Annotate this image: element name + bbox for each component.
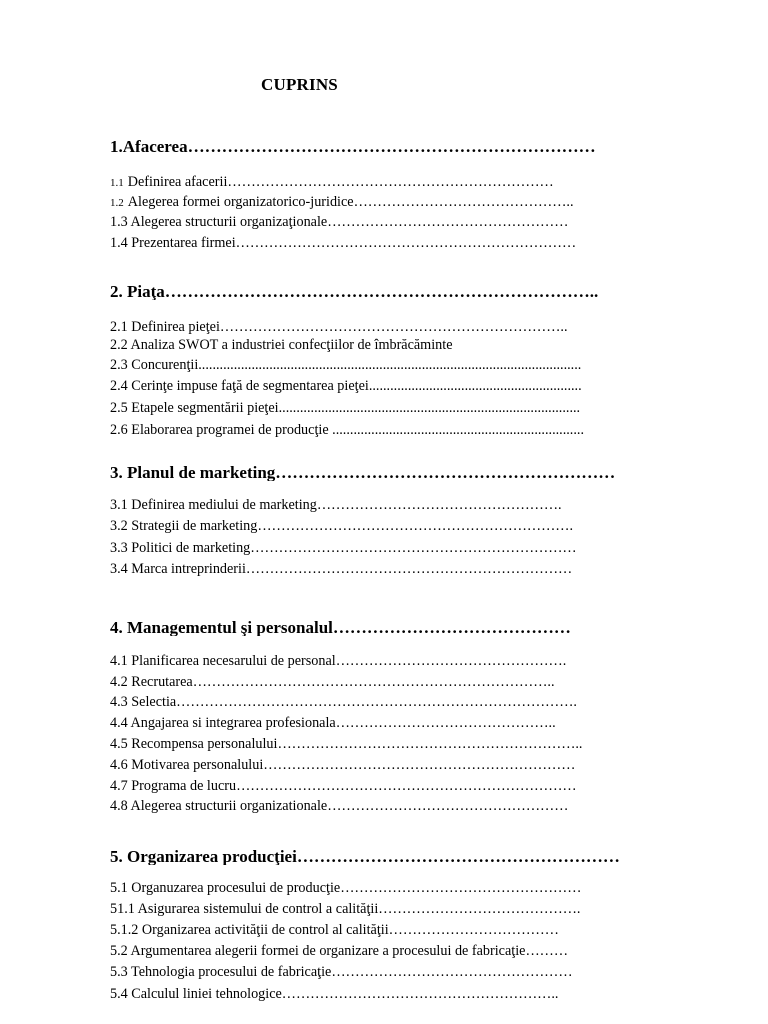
section-heading-2: 2. Piaţa…………………………………………………………………..	[110, 283, 599, 300]
toc-item: 3.2 Strategii de marketing………………………………………………………….	[110, 519, 574, 534]
toc-item: 1.3 Alegerea structurii organizaţionale……………………………………………	[110, 215, 569, 230]
toc-item: 5.1 Organuzarea procesului de producţie……………………………………………	[110, 881, 582, 896]
toc-item-text: Definirea afacerii……………………………………………………………	[127, 175, 554, 190]
toc-item-number: 1.2	[110, 197, 124, 209]
toc-item: 3.4 Marca intreprinderii……………………………………………………………	[110, 562, 573, 577]
toc-item: 2.3 Concurenţii............................................................................................................	[110, 358, 582, 373]
toc-item: 5.3 Tehnologia procesului de fabricaţie……………………………………………	[110, 965, 573, 980]
toc-item	[110, 175, 710, 189]
toc-item: 4.6 Motivarea personalului…………………………………………………………	[110, 758, 576, 773]
toc-item: 5.4 Calculul liniei tehnologice…………………………………………………..	[110, 987, 559, 1002]
toc-item	[110, 195, 710, 209]
toc-item: 4.4 Angajarea si integrarea profesionala………………………………………..	[110, 716, 556, 731]
toc-item: 2.5 Etapele segmentării pieţei.....................................................................................	[110, 401, 581, 416]
toc-item: 5.1.2 Organizarea activităţii de control al calităţii………………………………	[110, 923, 559, 938]
toc-item: 1.4 Prezentarea firmei………………………………………………………………	[110, 236, 577, 251]
section-heading-3: 3. Planul de marketing……………………………………………………	[110, 464, 616, 481]
toc-item: 4.3 Selectia………………………………………………………………………….	[110, 695, 577, 710]
toc-item: 4.7 Programa de lucru………………………………………………………………	[110, 779, 577, 794]
toc-item-number: 1.1	[110, 177, 124, 189]
section-heading-1: 1.Afacerea………………………………………………………………	[110, 138, 596, 155]
toc-item: 51.1 Asigurarea sistemului de control a calităţii…………………………………….	[110, 902, 581, 917]
toc-item: 4.2 Recrutarea…………………………………………………………………..	[110, 675, 555, 690]
toc-item: 4.1 Planificarea necesarului de personal………………………………………….	[110, 654, 567, 669]
toc-item: 2.6 Elaborarea programei de producţie .......................................................................	[110, 423, 584, 438]
toc-item: 4.8 Alegerea structurii organizationale……………………………………………	[110, 799, 569, 814]
section-heading-5: 5. Organizarea producţiei…………………………………………………	[110, 848, 620, 865]
toc-item: 3.1 Definirea mediului de marketing…………………………………………….	[110, 498, 562, 513]
toc-item: 3.3 Politici de marketing……………………………………………………………	[110, 541, 577, 556]
toc-item: 2.2 Analiza SWOT a industriei confecţiilor de îmbrăcăminte	[110, 338, 453, 353]
toc-item: 2.1 Definirea pieţei………………………………………………………………..	[110, 320, 568, 335]
page-title: CUPRINS	[261, 75, 338, 94]
section-heading-4: 4. Managementul şi personalul……………………………………	[110, 619, 571, 636]
toc-item: 4.5 Recompensa personalului………………………………………………………..	[110, 737, 583, 752]
toc-item: 2.4 Cerinţe impuse faţă de segmentarea pieţei............................................................	[110, 379, 582, 394]
toc-item: 5.2 Argumentarea alegerii formei de organizare a procesului de fabricaţie………	[110, 944, 569, 959]
toc-item-text: Alegerea formei organizatorico-juridice………………………………………..	[127, 195, 574, 210]
